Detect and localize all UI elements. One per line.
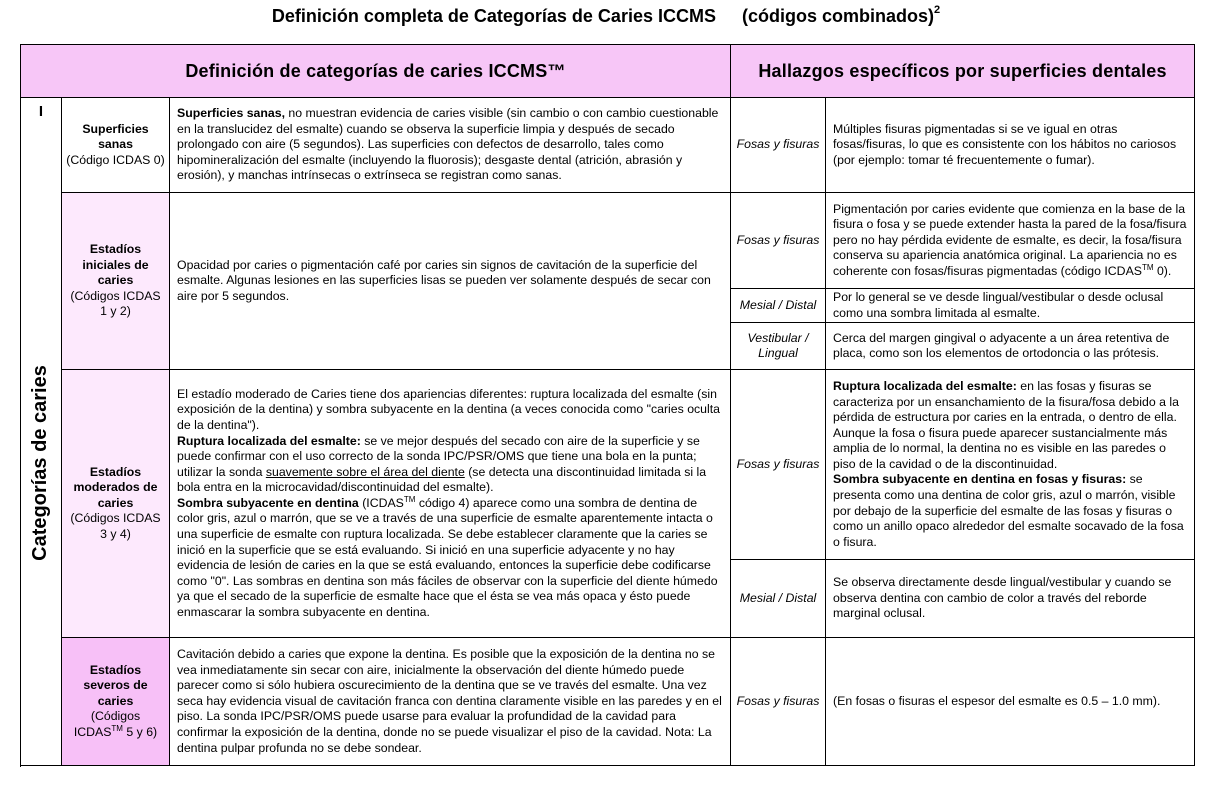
surface-iniciales-fosas: Fosas y fisuras xyxy=(731,193,826,289)
definition-moderados-b2-text-end: código 4) aparece como una sombra de dentina de color gris, azul o marrón, que se ve a través de una superficie de esmalte aparentemente intacta o una superficie de esmalte con ruptura localizada. Se debe establecer claramente que la caries se inició en la superficie que se está evaluando. Si inició en una superficie adyacente y no hay evidencia de lesión de caries en la que se está evaluando, entonces la superficie debe codificarse como "0". Las sombras en dentina son más fáciles de observar con la superficie del diente húmedo ya que el secado de la superficie de esmalte hace que el ésta se vea más opaca y ésto puede enmascarar la sombra subyacente en dentina. xyxy=(177,495,718,620)
stage-iniciales-title: Estadíos iniciales de caries xyxy=(82,242,149,288)
stage-moderados-code: (Códigos ICDAS 3 y 4) xyxy=(70,511,161,542)
stage-iniciales xyxy=(62,193,170,370)
stage-moderados xyxy=(62,370,170,638)
title-main: Definición completa de Categorías de Caries ICCMS xyxy=(271,6,716,26)
definition-sanas-bold: Superficies sanas, xyxy=(177,106,285,121)
trademark: TM xyxy=(403,494,416,504)
stage-severos-code-b: 5 y 6) xyxy=(122,725,158,740)
definition-moderados-b1-text: se ve mejor después del secado con aire de la superficie y se puede confirmar con el uso correcto de la sonda IPC/PSR/OMS que tiene una bola en la punta; utilizar la sonda xyxy=(177,433,700,479)
surface-moderados-fosas: Fosas y fisuras xyxy=(731,370,826,560)
stage-severos-title: Estadíos severos de caries xyxy=(83,662,148,708)
stage-severos xyxy=(62,638,170,766)
category-vertical-label: Categorías de caries xyxy=(29,365,52,561)
definition-iniciales: Opacidad por caries o pigmentación café por caries sin signos de cavitación de la superficie del esmalte. Algunas lesiones en las superficies lisas se pueden ver solamente después de secar con aire por 5 segundos. xyxy=(170,193,731,370)
stage-sanas-title: Superficies sanas xyxy=(82,121,149,152)
surface-moderados-mesial: Mesial / Distal xyxy=(731,560,826,638)
finding-iniciales-fosas xyxy=(826,193,1195,289)
finding-iniciales-fosas-text: Pigmentación por caries evidente que comienza en la base de la fisura o fosa y se puede extender hasta la pared de la fosa/fisura pero no hay pérdida evidente de esmalte, es decir, la fosa/fisura conserva su apariencia anatómica original. La apariencia no es coherente con fosas/fisuras pigmentadas (código ICDAS xyxy=(833,201,1187,278)
finding-iniciales-vestibular: Cerca del margen gingival o adyacente a un área retentiva de placa, como son los elementos de ortodoncia o las prótesis. xyxy=(826,323,1195,370)
trademark: TM xyxy=(1141,262,1154,272)
title-sub: (códigos combinados) xyxy=(741,6,934,26)
definition-sanas xyxy=(170,98,731,193)
category-column xyxy=(21,98,62,766)
surface-iniciales-vestibular: Vestibular / Lingual xyxy=(731,323,826,370)
category-roman: I xyxy=(38,103,44,120)
definition-moderados-b1-text-end: (se detecta una discontinuidad limitada si la bola entra en la microcavidad/discontinuidad del esmalte). xyxy=(177,464,707,495)
page-title xyxy=(0,6,1212,27)
title-footnote: 2 xyxy=(934,4,941,16)
finding-iniciales-fosas-text-end: 0). xyxy=(1153,263,1172,278)
stage-sanas-code: (Código ICDAS 0) xyxy=(66,152,165,167)
header-right: Hallazgos específicos por superficies dentales xyxy=(731,45,1195,98)
finding-moderados-fosas xyxy=(826,370,1195,560)
definition-moderados-b2: Sombra subyacente en dentina xyxy=(177,495,359,510)
stage-moderados-title: Estadíos moderados de caries xyxy=(73,464,158,510)
definition-moderados xyxy=(170,370,731,638)
finding-moderados-b2: Sombra subyacente en dentina en fosas y fisuras: xyxy=(833,472,1127,487)
finding-sanas: Múltiples fisuras pigmentadas si se ve igual en otras fosas/fisuras, lo que es consistente con los hábitos no cariosos (por ejemplo: tomar té frecuentemente o fumar). xyxy=(826,98,1195,193)
finding-moderados-t2: se presenta como una dentina de color gris, azul o marrón, visible por debajo de la superficie del esmalte de las fosas y fisuras o como un anillo opaco alrededor del esmalte socavado de la fosa o fisura. xyxy=(833,472,1184,549)
surface-iniciales-mesial: Mesial / Distal xyxy=(731,289,826,323)
stage-sanas xyxy=(62,98,170,193)
stage-severos-code-a: (Códigos ICDAS xyxy=(73,709,141,740)
definition-sanas-text: no muestran evidencia de caries visible (sin cambio o con cambio cuestionable en la translucidez del esmalte) cuando se observa la superficie limpia y después de secado prolongado con aire (5 segundos). Las superficies con defectos de desarrollo, tales como hipomineralización del esmalte (incluyendo la fluorosis); desgaste dental (atrición, abrasión y erosión), y manchas intrínsecas o extrínseca se registran como sanas. xyxy=(177,106,719,183)
trademark: TM xyxy=(111,724,123,734)
stage-iniciales-code: (Códigos ICDAS 1 y 2) xyxy=(70,288,161,319)
stage-severos-code xyxy=(74,709,157,739)
iccms-table xyxy=(20,44,1195,766)
definition-moderados-b2-text: (ICDAS xyxy=(358,495,404,510)
finding-moderados-b1: Ruptura localizada del esmalte: xyxy=(833,378,1017,393)
finding-moderados-t1: en las fosas y fisuras se caracteriza por un ensanchamiento de la fisura/fosa debido a la pérdida de estructura por caries en la entrada, o dentro de ella. Aunque la fosa o fisura puede aparecer sustancialmente más amplia de lo normal, la dentina no es visible en las paredes o piso de la cavidad o de la discontinuidad. xyxy=(833,378,1179,471)
definition-moderados-b1: Ruptura localizada del esmalte: xyxy=(177,433,361,448)
surface-severos: Fosas y fisuras xyxy=(731,638,826,766)
definition-moderados-underline: suavemente sobre el área del diente xyxy=(265,464,465,479)
finding-moderados-mesial: Se observa directamente desde lingual/vestibular y cuando se observa dentina con cambio de color a través del reborde marginal oclusal. xyxy=(826,560,1195,638)
finding-iniciales-mesial: Por lo general se ve desde lingual/vestibular o desde oclusal como una sombra limitada al esmalte. xyxy=(826,289,1195,323)
surface-sanas: Fosas y fisuras xyxy=(731,98,826,193)
finding-severos: (En fosas o fisuras el espesor del esmalte es 0.5 – 1.0 mm). xyxy=(826,638,1195,766)
definition-severos: Cavitación debido a caries que expone la dentina. Es posible que la exposición de la dentina no se vea inmediatamente sin secar con aire, inicialmente la observación del diente húmedo puede parecer como si sólo hubiera oscurecimiento de la dentina que se ve través del esmalte. Una vez seca hay evidencia visual de cavitación franca con dentina claramente visible en las paredes y en el piso. La sonda IPC/PSR/OMS puede usarse para evaluar la profundidad de la cavidad para confirmar la exposición de la dentina, donde no se puede visualizar el piso de la cavidad. Nota: La dentina pulpar profunda no se debe sondear. xyxy=(170,638,731,766)
header-left: Definición de categorías de caries ICCMS™ xyxy=(21,45,731,98)
definition-moderados-intro: El estadío moderado de Caries tiene dos apariencias diferentes: ruptura localizada del esmalte (sin exposición de la dentina) y sombra subyacente en la dentina (a veces conocida como "caries oculta de la dentina"). xyxy=(177,386,721,432)
